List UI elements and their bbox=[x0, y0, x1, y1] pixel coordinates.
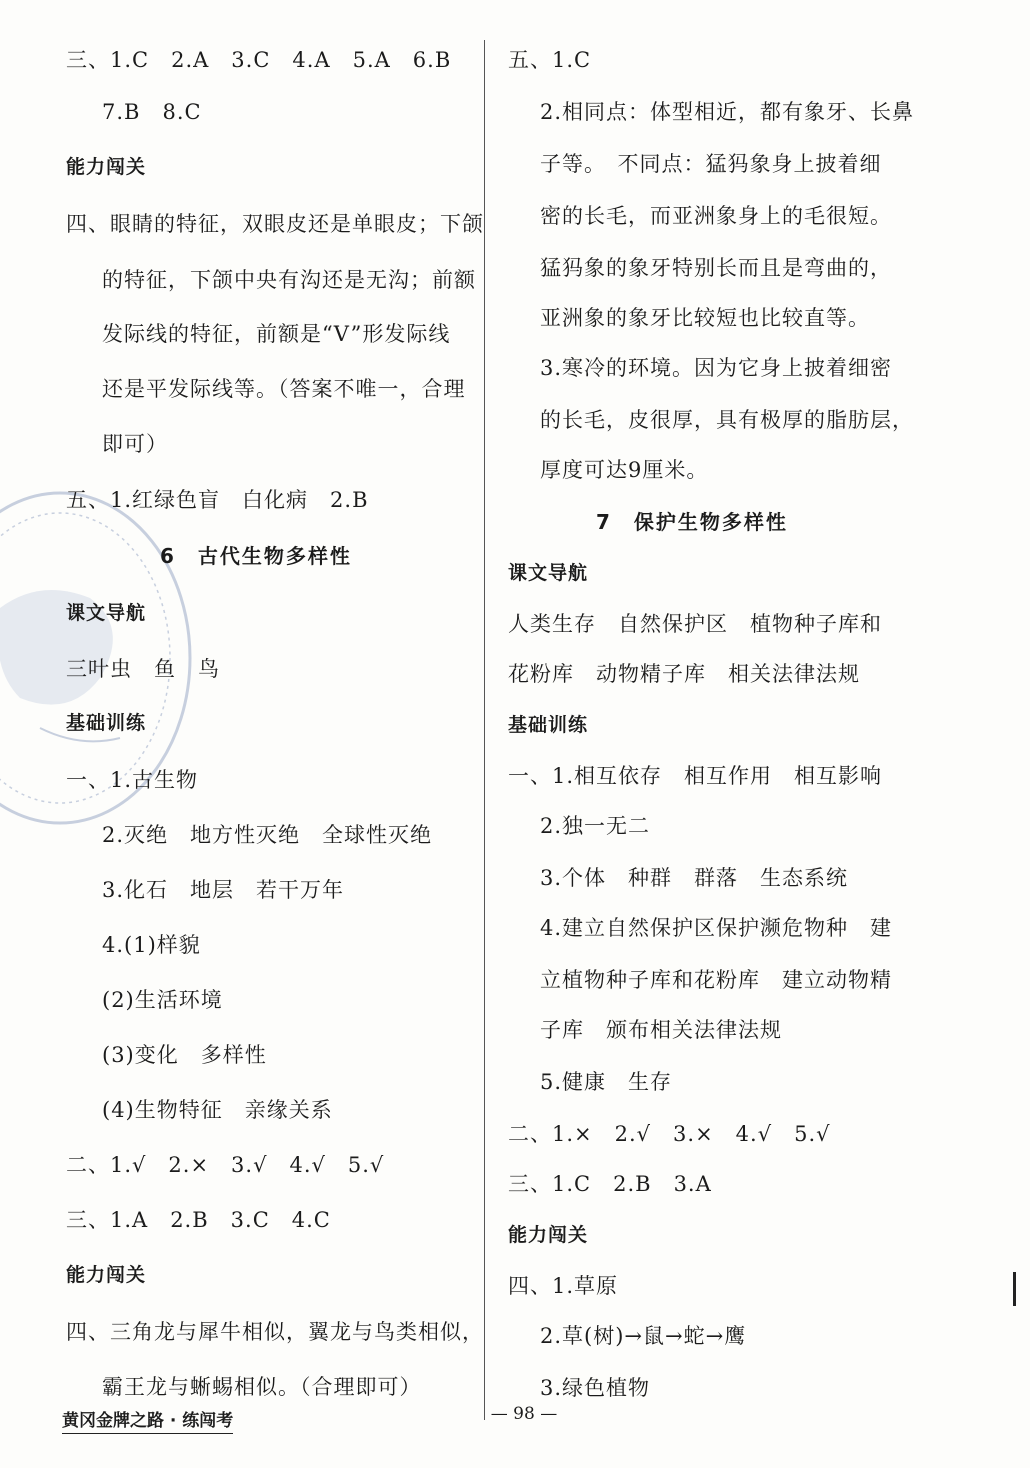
answer-line: 4.建立自然保护区保护濒危物种 建 bbox=[540, 916, 893, 940]
section-heading: 能力闯关 bbox=[508, 1224, 589, 1246]
answer-line: 五、1.红绿色盲 白化病 2.B bbox=[66, 488, 369, 512]
answer-line: 一、1.古生物 bbox=[66, 768, 199, 792]
answer-line: 2.相同点：体型相近，都有象牙、长鼻 bbox=[540, 100, 915, 124]
section-heading: 能力闯关 bbox=[66, 1264, 147, 1286]
answer-line: 2.灭绝 地方性灭绝 全球性灭绝 bbox=[102, 823, 433, 847]
answer-line: 三、1.C 2.A 3.C 4.A 5.A 6.B bbox=[66, 48, 452, 72]
answer-line: 2.草(树)→鼠→蛇→鹰 bbox=[540, 1324, 747, 1348]
answer-line: 发际线的特征，前额是“V”形发际线 bbox=[102, 322, 451, 346]
answer-line: 亚洲象的象牙比较短也比较直等。 bbox=[540, 306, 870, 330]
answer-line: 人类生存 自然保护区 植物种子库和 bbox=[508, 612, 882, 636]
answer-line: 立植物种子库和花粉库 建立动物精 bbox=[540, 968, 892, 992]
section-heading: 能力闯关 bbox=[66, 156, 147, 178]
answer-line: 7.B 8.C bbox=[102, 100, 202, 124]
answer-line: 一、1.相互依存 相互作用 相互影响 bbox=[508, 764, 883, 788]
answer-line: 四、三角龙与犀牛相似，翼龙与鸟类相似， bbox=[66, 1320, 484, 1344]
answer-line: 二、1.× 2.√ 3.× 4.√ 5.√ bbox=[508, 1122, 831, 1146]
answer-line: (3)变化 多样性 bbox=[102, 1043, 267, 1067]
section-heading: 基础训练 bbox=[66, 712, 147, 734]
answer-line: 四、眼睛的特征，双眼皮还是单眼皮；下颌 bbox=[66, 212, 484, 236]
answer-line: 三、1.C 2.B 3.A bbox=[508, 1172, 712, 1196]
answer-line: 还是平发际线等。（答案不唯一，合理 bbox=[102, 377, 466, 401]
answer-line: (2)生活环境 bbox=[102, 988, 223, 1012]
answer-line: 五、1.C bbox=[508, 48, 592, 72]
footer-book-title: 黄冈金牌之路 · 练闯考 bbox=[62, 1406, 233, 1434]
answer-line: 2.独一无二 bbox=[540, 814, 651, 838]
answer-line: 三、1.A 2.B 3.C 4.C bbox=[66, 1208, 331, 1232]
answer-line: 3.化石 地层 若干万年 bbox=[102, 878, 345, 902]
answer-line: 霸王龙与蜥蜴相似。（合理即可） bbox=[102, 1375, 422, 1399]
section-title: 7 保护生物多样性 bbox=[596, 510, 788, 534]
answer-line: 3.绿色植物 bbox=[540, 1376, 651, 1400]
answer-line: 4.(1)样貌 bbox=[102, 933, 201, 957]
answer-line: 猛犸象的象牙特别长而且是弯曲的， bbox=[540, 256, 892, 280]
answer-line: 二、1.√ 2.× 3.√ 4.√ 5.√ bbox=[66, 1153, 385, 1177]
answer-line: 子库 颁布相关法律法规 bbox=[540, 1018, 782, 1042]
column-divider bbox=[484, 40, 485, 1420]
section-heading: 课文导航 bbox=[66, 602, 147, 624]
section-heading: 基础训练 bbox=[508, 714, 589, 736]
answer-line: 密的长毛，而亚洲象身上的毛很短。 bbox=[540, 204, 892, 228]
answer-line: 厚度可达9厘米。 bbox=[540, 458, 709, 482]
answer-line: 3.个体 种群 群落 生态系统 bbox=[540, 866, 849, 890]
answer-line: 花粉库 动物精子库 相关法律法规 bbox=[508, 662, 860, 686]
answer-line: 5.健康 生存 bbox=[540, 1070, 673, 1094]
page-number: — 98 — bbox=[490, 1404, 558, 1424]
section-title: 6 古代生物多样性 bbox=[160, 544, 352, 568]
section-heading: 课文导航 bbox=[508, 562, 589, 584]
answer-line: 四、1.草原 bbox=[508, 1274, 619, 1298]
answer-line: 即可） bbox=[102, 432, 168, 456]
answer-line: 3.寒冷的环境。因为它身上披着细密 bbox=[540, 356, 893, 380]
edge-mark bbox=[1013, 1272, 1016, 1306]
answer-line: 的特征，下颌中央有沟还是无沟；前额 bbox=[102, 268, 476, 292]
answer-line: 三叶虫 鱼 鸟 bbox=[66, 657, 220, 681]
answer-line: 的长毛，皮很厚，具有极厚的脂肪层， bbox=[540, 408, 914, 432]
answer-line: 子等。 不同点：猛犸象身上披着细 bbox=[540, 152, 882, 176]
answer-line: (4)生物特征 亲缘关系 bbox=[102, 1098, 333, 1122]
